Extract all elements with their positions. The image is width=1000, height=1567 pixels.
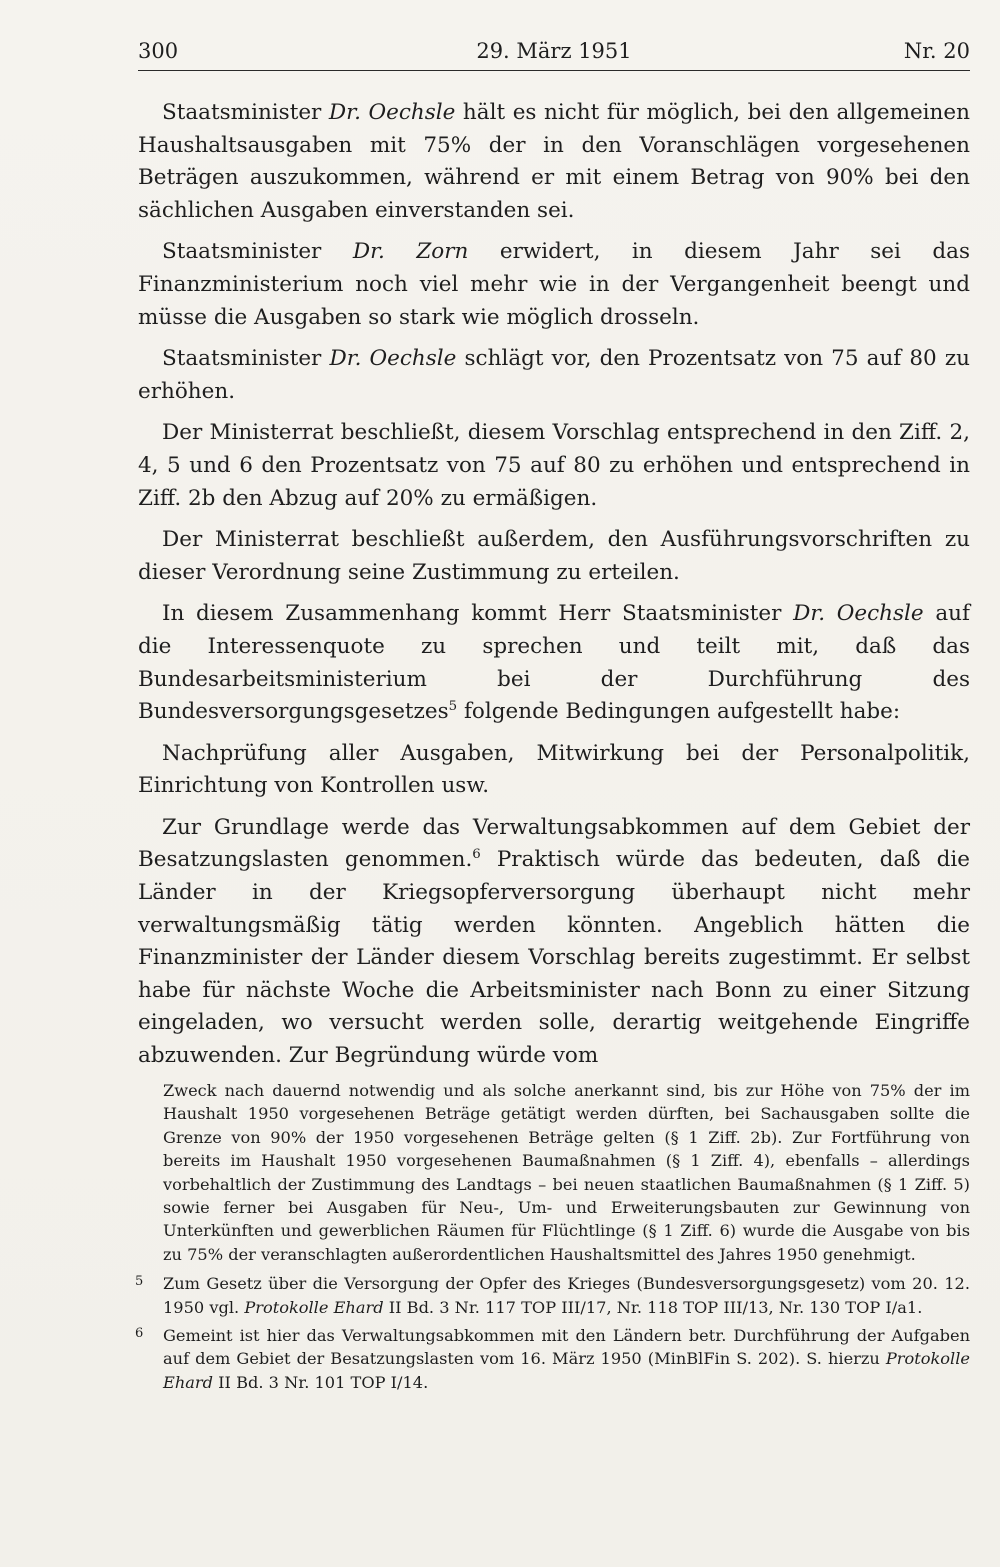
person-name: Dr. Oechsle xyxy=(329,346,457,372)
footnote-continuation: Zweck nach dauernd notwendig und als solche anerkannt sind, bis zur Höhe von 75% der im Haushalt 1950 vorgesehenen Beträge getätigt werden dürften, bei Sachausgaben sollte die Grenze von 90% der 1950 vorgesehenen Beträge gelten (§ 1 Ziff. 2b). Zur Fortführung von bereits im Haushalt 1950 vorgesehenen Baumaßnahmen (§ 1 Ziff. 4), ebenfalls – allerdings vorbehaltlich der Zustimmung des Landtags – bei neuen staatlichen Baumaßnahmen (§ 1 Ziff. 5) sowie ferner bei Ausgaben für Neu-, Um- und Erweiterungsbauten zur Gewinnung von Unterkünften und gewerblichen Räumen für Flüchtlinge (§ 1 Ziff. 6) wurde die Ausgabe von bis zu 75% der veranschlagten außerordentlichen Haushaltsmittel des Jahres 1950 genehmigt. xyxy=(163,1081,970,1264)
person-name: Dr. Zorn xyxy=(352,239,469,265)
paragraph-4: Der Ministerrat beschließt, diesem Vorschlag entsprechend in den Ziff. 2, 4, 5 und 6 den Prozentsatz von 75 auf 80 zu erhöhen und entsprechend in Ziff. 2b den Abzug auf 20% zu ermäßigen. xyxy=(138,420,970,511)
footnote-mark: 5 xyxy=(135,1274,144,1290)
issue-number: Nr. 20 xyxy=(903,39,970,63)
running-header xyxy=(138,36,970,71)
footnote-6: 6 Gemeint ist hier das Verwaltungsabkommen mit den Ländern betr. Durchführung der Aufgaben auf dem Gebiet der Besatzungslasten vom 16. März 1950 (MinBlFin S. 202). S. hierzu Protokolle Ehard II Bd. 3 Nr. 101 TOP I/14. xyxy=(135,1326,970,1392)
page-number: 300 xyxy=(138,39,179,63)
paragraph-1: Staatsminister Dr. Oechsle hält es nicht für möglich, bei den allgemeinen Haushaltsausgaben mit 75% der in den Voranschlägen vorgesehenen Beträgen auszukommen, während er mit einem Betrag von 90% bei den sächlichen Ausgaben einverstanden sei. xyxy=(138,100,970,223)
paragraph-5: Der Ministerrat beschließt außerdem, den Ausführungsvorschriften zu dieser Verordnung seine Zustimmung zu erteilen. xyxy=(138,527,970,585)
paragraph-3: Staatsminister Dr. Oechsle schlägt vor, den Prozentsatz von 75 auf 80 zu erhöhen. xyxy=(138,346,970,404)
person-name: Dr. Oechsle xyxy=(328,100,456,125)
citation-title: Protokolle Ehard xyxy=(244,1297,384,1317)
header-date: 29. März 1951 xyxy=(476,39,632,63)
person-name: Dr. Oechsle xyxy=(793,601,924,627)
paragraph-7: Nachprüfung aller Ausgaben, Mitwirkung bei der Personalpolitik, Einrichtung von Kontrollen usw. xyxy=(138,740,970,799)
footnote-ref-5[interactable]: 5 xyxy=(448,698,458,714)
footnote-5: 5 Zum Gesetz über die Versorgung der Opfer des Krieges (Bundesversorgungsgesetz) vom 20. 12. 1950 vgl. Protokolle Ehard II Bd. 3 Nr. 117 TOP III/17, Nr. 118 TOP III/13, Nr. 130 TOP I/a1. xyxy=(135,1274,970,1317)
main-text xyxy=(138,97,970,1073)
footnote-mark: 6 xyxy=(135,1326,144,1342)
footnote-ref-6[interactable]: 6 xyxy=(472,847,481,863)
paragraph-8: Zur Grundlage werde das Verwaltungsabkommen auf dem Gebiet der Besatzungslasten genommen.$^6$ Praktisch würde das bedeuten, daß die Länder in der Kriegsopferversorgung überhaupt nicht mehr verwaltungsmäßig tätig werden könnten. Angeblich hätten die Finanzminister der Länder diesem Vorschlag bereits zugestimmt. Er selbst habe für nächste Woche die Arbeitsminister nach Bonn zu einer Sitzung eingeladen, wo versucht werden solle, derartig weitgehende Eingriffe abzuwenden. Zur Begründung würde vom xyxy=(138,814,970,1069)
paragraph-6: In diesem Zusammenhang kommt Herr Staatsminister Dr. Oechsle auf die Interessenquote zu sprechen und teilt mit, daß das Bundesarbeitsministerium bei der Durchführung des Bundesversorgungsgesetzes$^5$ folgende Bedingungen aufgestellt habe: xyxy=(138,601,970,725)
footnotes xyxy=(135,1079,970,1394)
citation-title: Protokolle Ehard xyxy=(163,1349,970,1392)
paragraph-2: Staatsminister Dr. Zorn erwidert, in diesem Jahr sei das Finanzministerium noch viel mehr wie in der Vergangenheit beengt und müsse die Ausgaben so stark wie möglich drosseln. xyxy=(138,239,970,330)
